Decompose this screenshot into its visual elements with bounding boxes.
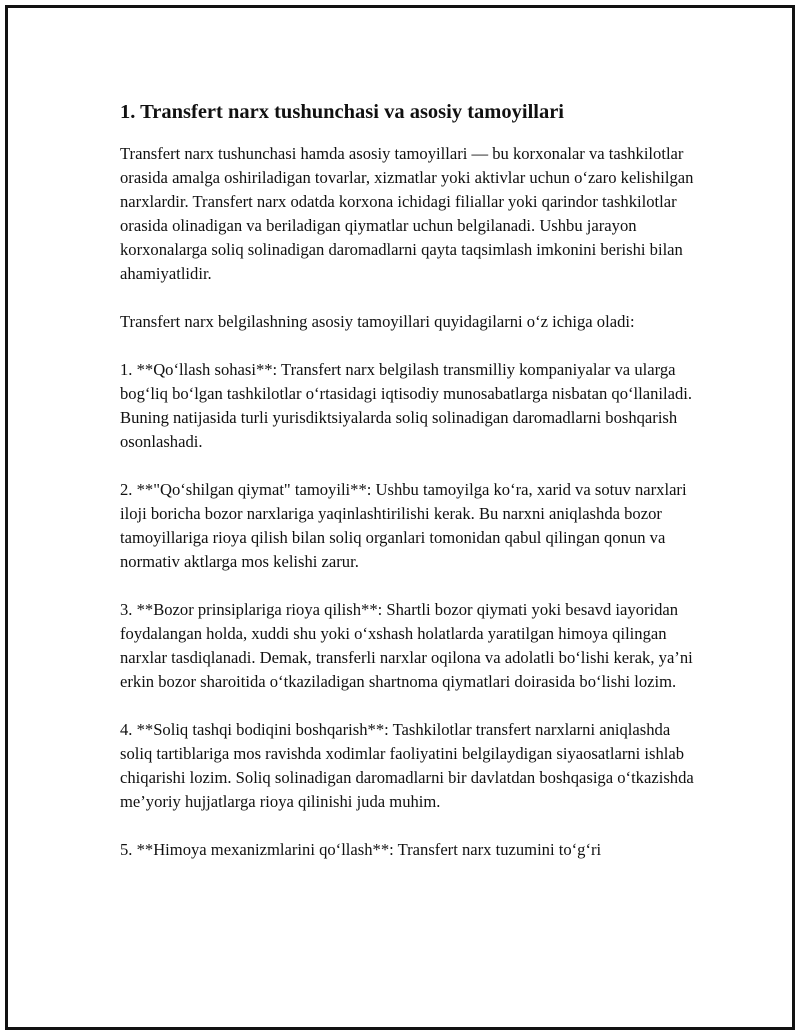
principle-item-3: 3. **Bozor prinsiplariga rioya qilish**: Shartli bozor qiymati yoki besavd iayoridan foydalangan holda, xuddi shu yoki o‘xshash holatlarda yaratilgan himoya qilingan narxlar tasdiqlanadi. Demak, transferli narxlar oqilona va adolatli bo‘lishi kerak, ya’ni erkin bozor sharoitida o‘tkaziladigan shartnoma qiymatlari doirasida bo‘lishi lozim.: [120, 600, 693, 691]
principles-lead-paragraph: Transfert narx belgilashning asosiy tamoyillari quyidagilarni o‘z ichiga oladi:: [120, 312, 635, 331]
intro-paragraph: Transfert narx tushunchasi hamda asosiy tamoyillari — bu korxonalar va tashkilotlar orasida amalga oshiriladigan tovarlar, xizmatlar yoki aktivlar uchun o‘zaro kelishilgan narxlardir. Transfert narx odatda korxona ichidagi filiallar yoki qarindor tashkilotlar orasida olinadigan va beriladigan qiymatlar uchun belgilanadi. Ushbu jarayon korxonalarga soliq solinadigan daromadlarni qayta taqsimlash imkonini berishi bilan ahamiyatlidir.: [120, 144, 694, 283]
principle-item-5: 5. **Himoya mexanizmlarini qo‘llash**: Transfert narx tuzumini to‘g‘ri: [120, 840, 602, 859]
document-body: [120, 97, 705, 886]
page-frame: [5, 5, 795, 1030]
principle-item-1: 1. **Qo‘llash sohasi**: Transfert narx belgilash transmilliy kompaniyalar va ularga bog‘liq bo‘lgan tashkilotlar o‘rtasidagi iqtisodiy munosabatlarga nisbatan qo‘llaniladi. Buning natijasida turli yurisdiktsiyalarda soliq solinadigan daromadlarni boshqarish osonlashadi.: [120, 360, 693, 451]
principle-item-2: 2. **"Qo‘shilgan qiymat" tamoyili**: Ushbu tamoyilga ko‘ra, xarid va sotuv narxlari iloji boricha bozor narxlariga yaqinlashtirilishi kerak. Bu narxni aniqlashda bozor tamoyillariga rioya qilish bilan soliq organlari tomonidan qabul qilingan qonun va normativ aktlarga mos kelishi zarur.: [120, 480, 687, 571]
section-heading: 1. Transfert narx tushunchasi va asosiy tamoyillari: [120, 101, 565, 123]
principle-item-4: 4. **Soliq tashqi bodiqini boshqarish**: Tashkilotlar transfert narxlarni aniqlashda soliq tartiblariga mos ravishda xodimlar faoliyatini belgilaydigan siyaosatlarni ishlab chiqarishi lozim. Soliq solinadigan daromadlarni bir davlatdan boshqasiga o‘tkazishda me’yoriy hujjatlarga rioya qilinishi juda muhim.: [120, 720, 694, 811]
